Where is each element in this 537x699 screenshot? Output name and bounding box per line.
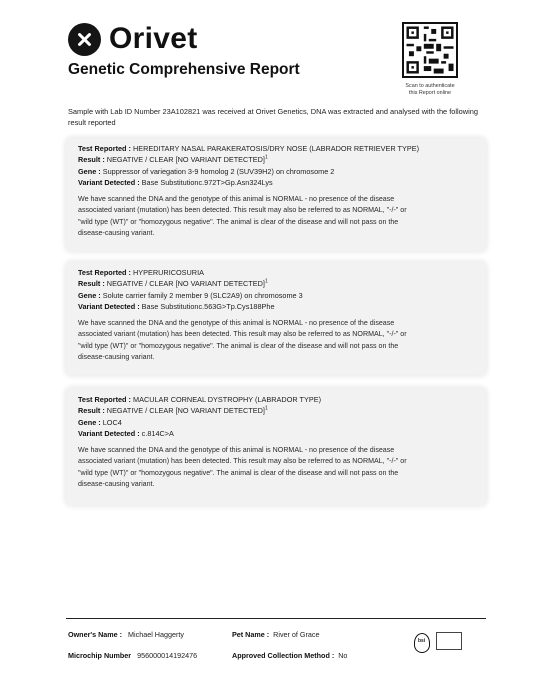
gene-row: Gene : Solute carrier family 2 member 9 (SLC2A9) on chromosome 3 bbox=[78, 290, 303, 300]
test-reported-row: Test Reported : HEREDITARY NASAL PARAKERATOSIS/DRY NOSE (LABRADOR RETRIEVER TYPE) bbox=[78, 144, 420, 153]
gene-row: Gene : Suppressor of variegation 3-9 homolog 2 (SUV39H2) on chromosome 2 bbox=[78, 166, 335, 176]
pet-name: Pet Name : River of Grace bbox=[232, 630, 320, 639]
iso-certification-icon bbox=[436, 632, 462, 650]
microchip-number: Microchip Number 956000014192476 bbox=[68, 651, 198, 660]
footer-divider bbox=[66, 618, 486, 619]
result-row: Result : NEGATIVE / CLEAR [NO VARIANT DETECTED]$^1$ bbox=[78, 154, 268, 165]
test-reported-row: Test Reported : HYPERURICOSURIA bbox=[78, 268, 204, 277]
result-explanation: We have scanned the DNA and the genotype of this animal is NORMAL - no presence of the disease associated variant (mutation) has been detected. This result may also be referred to as NORMAL, "-/-" or "wild type (WT)" or "homozygous negative". The animal is clear of the disease and will not pass on the disease-causing variant. bbox=[78, 195, 407, 237]
logo-text: Orivet bbox=[109, 22, 198, 55]
test-reported-row: Test Reported : MACULAR CORNEAL DYSTROPHY (LABRADOR TYPE) bbox=[78, 395, 322, 404]
variant-row: Variant Detected : Base Substitutionc.563G>Tp.Cys188Phe bbox=[78, 301, 275, 311]
qr-caption: Scan to authenticate this Report online bbox=[405, 83, 455, 96]
result-explanation: We have scanned the DNA and the genotype of this animal is NORMAL - no presence of the disease associated variant (mutation) has been detected. This result may also be referred to as NORMAL, "-/-" or "wild type (WT)" or "homozygous negative". The animal is clear of the disease and will not pass on the disease-causing variant. bbox=[78, 446, 407, 488]
test-result-card bbox=[66, 262, 486, 375]
qr-code-icon[interactable] bbox=[402, 22, 458, 78]
test-result-card bbox=[66, 388, 486, 505]
orivet-logo-icon bbox=[68, 23, 101, 56]
report-title: Genetic Comprehensive Report bbox=[68, 61, 300, 78]
variant-row: Variant Detected : c.814C>A bbox=[78, 428, 174, 438]
result-row: Result : NEGATIVE / CLEAR [NO VARIANT DETECTED]$^1$ bbox=[78, 405, 268, 416]
collection-method: Approved Collection Method : No bbox=[232, 651, 348, 660]
result-row: Result : NEGATIVE / CLEAR [NO VARIANT DETECTED]$^1$ bbox=[78, 278, 268, 289]
variant-row: Variant Detected : Base Substitutionc.972T>Gp.Asn324Lys bbox=[78, 177, 273, 187]
orivet-logo bbox=[68, 22, 198, 56]
owner-name: Owner's Name : Michael Haggerty bbox=[68, 630, 184, 639]
intro-text: Sample with Lab ID Number 23A102821 was received at Orivet Genetics, DNA was extracted and analysed with the following result reported bbox=[68, 107, 478, 127]
gene-row: Gene : LOC4 bbox=[78, 417, 122, 427]
test-result-card bbox=[66, 138, 486, 251]
bsi-mark-text: bsi bbox=[418, 638, 426, 644]
result-explanation: We have scanned the DNA and the genotype of this animal is NORMAL - no presence of the disease associated variant (mutation) has been detected. This result may also be referred to as NORMAL, "-/-" or "wild type (WT)" or "homozygous negative". The animal is clear of the disease and will not pass on the disease-causing variant. bbox=[78, 319, 407, 361]
